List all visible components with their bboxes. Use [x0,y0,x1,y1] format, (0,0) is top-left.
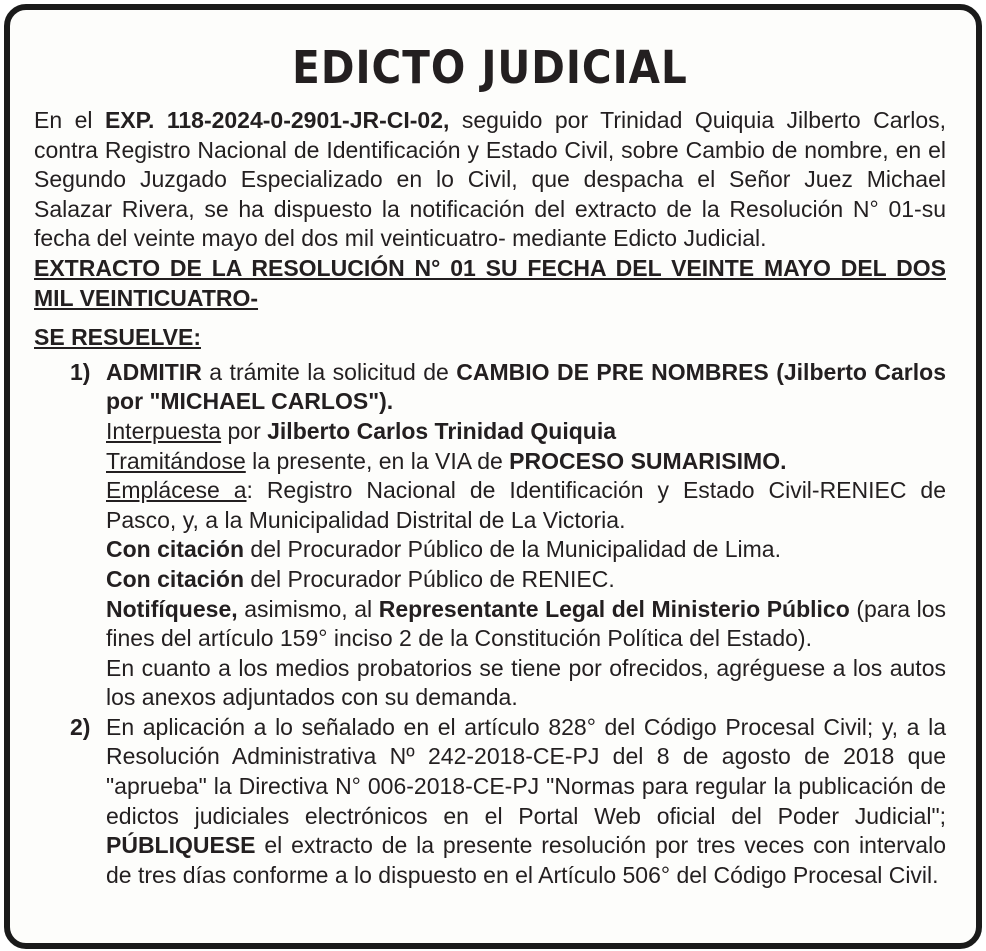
citacion-label-1: Con citación [106,536,245,563]
emplacese-label: Emplácese a [106,477,247,504]
interpuesta-text: por [221,417,268,444]
notifiquese-rest: (para los fines del artículo 159° inciso 2 de la Constitución Política del Estado). [106,595,946,652]
tramitandose-line [106,447,946,477]
publiquese-label: PÚBLIQUESE [106,832,256,859]
citacion-text-1: del Procurador Público de la Municipalidad de Lima. [244,536,781,563]
emplacese-text: : Registro Nacional de Identificación y Estado Civil-RENIEC de Pasco, y, a la Municipalidad Distrital de La Victoria. [106,477,946,533]
resolution-item-1 [34,358,946,713]
page-title: EDICTO JUDICIAL [292,41,688,94]
citacion-line-1 [106,535,946,565]
cambio-nombres: CAMBIO DE PRE NOMBRES (Jilberto Carlos por "MICHAEL CARLOS"). [106,358,946,415]
edict-document [34,40,946,890]
expediente-number: EXP. 118-2024-0-2901-JR-CI-02, [104,107,450,133]
notifiquese-paragraph [106,595,946,654]
aplicacion-text: En aplicación a lo señalado en el artículo 828° del Código Procesal Civil; y, a la Resolución Administrativa Nº 242-2018-CE-PJ del 8 de agosto de 2018 que "aprueba" la Directiva N° 006-2018-CE-PJ "Normas para regular la publicación de edictos judiciales electrónicos en el Portal Web oficial del Poder Judicial"; [106,713,946,829]
citacion-text-2: del Procurador Público de RENIEC. [244,565,615,592]
medios-paragraph: En cuanto a los medios probatorios se tiene por ofrecidos, agréguese a los autos los anexos adjuntados con su demanda. [106,654,946,711]
admitir-label: ADMITIR [106,358,202,385]
intro-text-start: En el [34,107,105,133]
tramitandose-label: Tramitándose [106,447,246,474]
intro-text-body: seguido por Trinidad Quiquia Jilberto Carlos, contra Registro Nacional de Identificación y Estado Civil, sobre Cambio de nombre, en el Segundo Juzgado Especializado en lo Civil, que despacha el Señor Juez Michael Salazar Rivera, se ha dispuesto la notificación del extracto de la Resolución N° 01-su fecha del veinte mayo del dos mil veinticuatro- mediante Edicto Judicial. [34,107,946,252]
interpuesta-label: Interpuesta [106,417,222,444]
notifiquese-label: Notifíquese, [106,595,238,622]
item-number-2: 2) [70,713,91,740]
admitir-text: a trámite la solicitud de [201,358,457,385]
resuelve-heading: SE RESUELVE: [34,324,201,351]
publiquese-text: el extracto de la presente resolución por tres veces con intervalo de tres días conforme a lo dispuesto en el Artículo 506° del Código Procesal Civil. [106,832,946,888]
citacion-line-2 [106,565,946,595]
proceso-sumarisimo: PROCESO SUMARISIMO. [509,447,787,474]
citacion-label-2: Con citación [106,565,245,592]
representante-legal: Representante Legal del Ministerio Público [378,595,850,622]
resolution-item-2 [34,713,946,891]
intro-paragraph [34,106,946,254]
notifiquese-text: asimismo, al [237,595,379,622]
emplacese-paragraph [106,476,946,535]
item-number-1: 1) [70,358,91,385]
tramitandose-text: la presente, en la VIA de [245,447,510,474]
interpuesta-name: Jilberto Carlos Trinidad Quiquia [267,417,617,444]
aplicacion-paragraph [106,713,946,891]
extract-heading: EXTRACTO DE LA RESOLUCIÓN N° 01 SU FECHA DEL VEINTE MAYO DEL DOS MIL VEINTICUATRO- [34,254,946,311]
admitir-paragraph [106,358,946,417]
interpuesta-line [106,417,946,447]
